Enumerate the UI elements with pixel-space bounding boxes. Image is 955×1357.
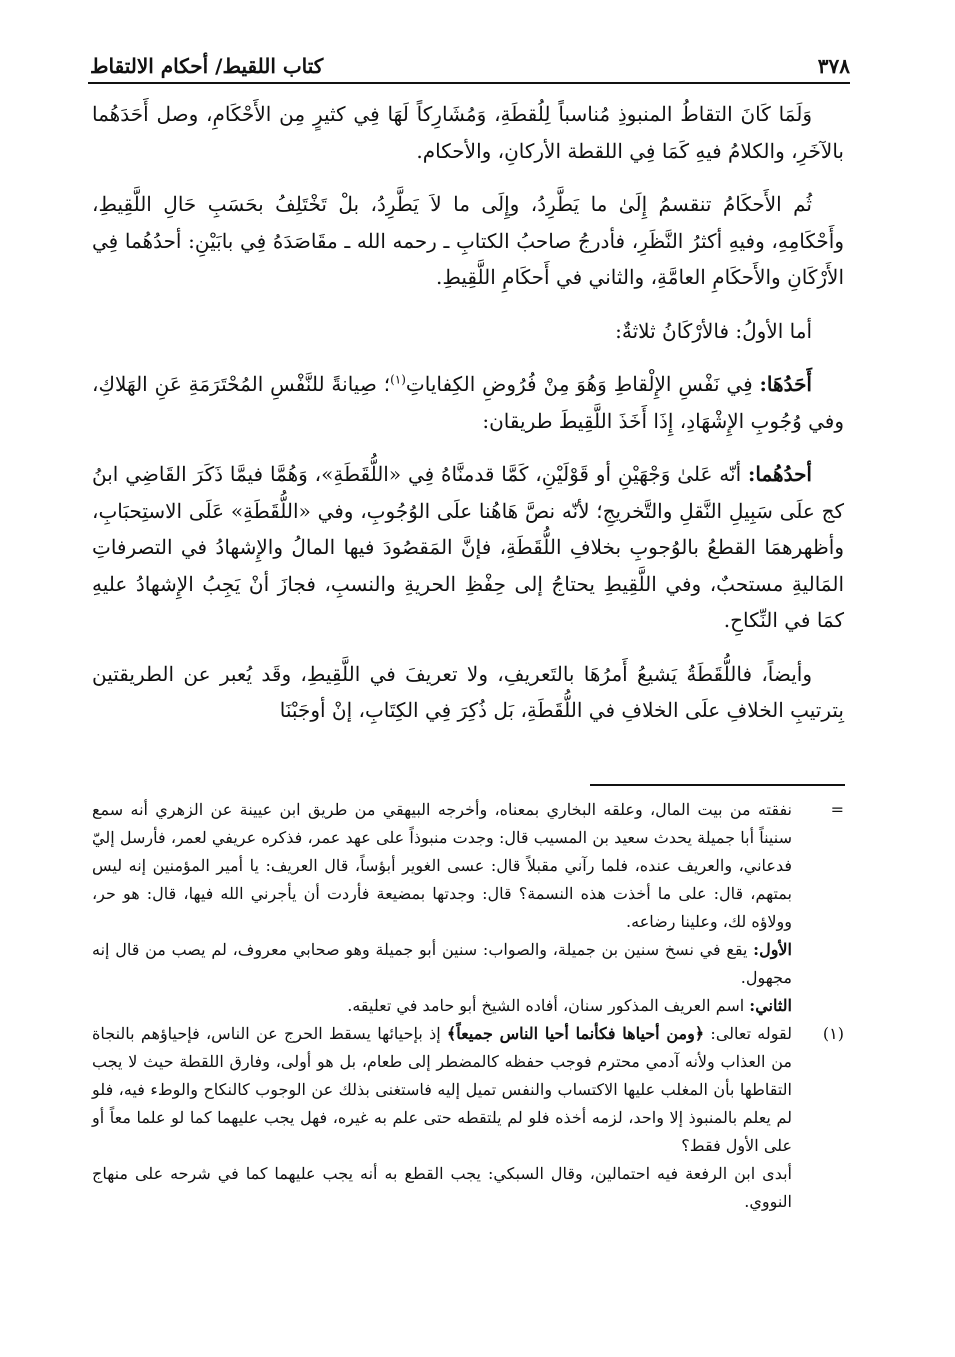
paragraph-4-lead: أَحَدُهَا: xyxy=(759,372,812,396)
running-title: كتاب اللقيط/ أحكام الالتقاط xyxy=(90,54,324,78)
paragraph-3: أما الأولُ: فالأرْكَانُ ثلاثةٌ: xyxy=(615,318,812,343)
paragraph-5-text: أنّه عَلىٰ وَجْهَيْنِ أو قَوْلَيْنِ، كَمَّا قدمنَّاهُ فِي «اللُّقَطَةِ»، وَهُمَّا فيمَّا ذَكَرَ القَاضِي ابنُ كج علَى سَبِيلِ النَّقلِ والتَّخريجِ؛ لأنّه نصَّ هَاهُنا علَى الوُجُوبِ، وفي «اللُّقَطَةِ» عَلَى الاستِحبَابِ، وأظهرهمَا القطعُ بالوُجوبِ بخلافِ اللُّقَطَةِ، فإنَّ المَقصُودَ فيها المالُ والإِشهادُ في التصرفاتِ المَاليةِ مستحبٌ، وفي اللَّقِيطِ يحتاجُ إلى حِفْظِ الحريةِ والنسبِ، فجازَ أنْ يَجِبُ الإِشهادُ عليهِ كمَا في النِّكاحِ. xyxy=(92,462,845,632)
paragraph-4-text-cont: ؛ صِيانةً للنَّفْسِ المُحْتَرَمَةِ عَنِ الهَلاكِ، وفي وُجُوبِ الإِشْهَادِ، إِذَا أَخَذَ اللَّقِيطَ طريقان: xyxy=(92,372,844,433)
footnote-continued xyxy=(92,796,844,1020)
footnote-ref-1[interactable]: (١) xyxy=(390,372,406,387)
footnote-note-first xyxy=(92,936,792,992)
paragraph-1: وَلَمَا كَانَ التقاطُ المنبوذِ مُناسباً لِلُقطَةِ، وَمُشَارِكاً لَهَا فِي كثيرٍ مِن الأَحْكَامِ، وصل أَحَدَهُما بالآخَرِ، والكلامُ فيهِ كَمَا فِي اللقطة الأركانِ، والأحكام. xyxy=(92,102,844,163)
footnote-1-body xyxy=(92,1020,792,1216)
footnote-cont-marker: = xyxy=(830,800,844,819)
paragraph-2: ثُم الأَحكَامُ تنقسمُ إِلَىٰ ما يَطَّرِدُ، وإِلَى ما لاَ يَطَّرِدُ، بلْ تَخْتَلِفُ بحَسَبِ حَالِ اللَّقِيطِ، وأَحْكَامِهِ، وفيهِ أكثرُ النَّظَرِ، فأدرجُ صاحبُ الكتابِ ـ رحمه الله ـ مقَاصَدَهُ فِي بابَيْنِ: أحدُهُما فِي الأَرْكَانِ والأَحكَامِ العامَّةِ، والثاني في أَحكَامِ اللَّقِيطِ. xyxy=(92,192,844,289)
paragraph-5-lead: أحدُهُما: xyxy=(747,462,812,486)
footnote-note-second xyxy=(92,992,792,1020)
footnote-1-main: إذ بإحيائها يسقط الحرج عن الناس، فإحياؤهم بالنجاة من العذاب ولأنه آدمي محترم فوجب حفظه كالمضطر إلى طعام، بل هو أولى، وفارق اللقطة حيث لا يجب التقاطها بأن المغلب عليها الاكتساب والنفس تميل إليه فاستغنى بذلك عن الوجوب كالنكاح والوطء فيه، فلو لم يعلم بالمنبوذ إلا واحد، لزمه أخذه فلو لم يلتقطه حتى علم به غيره، فهل يجب عليهما كما لو علما معاً أو على الأول فقط؟ xyxy=(92,1024,793,1155)
paragraph-5 xyxy=(92,456,844,639)
footnote-cont-body xyxy=(92,796,792,1020)
footnote-1-text xyxy=(92,1020,792,1160)
page-header xyxy=(90,34,850,78)
main-text xyxy=(92,96,844,746)
footnote-note-first-text: يقع في نسخ سنين بن جميلة، والصواب: سنين أبو جميلة وهو صحابي معروف، لم يصب من قال إنه مجهول. xyxy=(92,940,792,987)
footnote-note-second-text: اسم العريف المذكور سنان، أفاده الشيخ أبو حامد في تعليقه. xyxy=(347,996,750,1015)
footnote-note-second-label: الثاني: xyxy=(749,996,792,1015)
footnote-1-text-2: أبدى ابن الرفعة فيه احتمالين، وقال السبكي: يجب القطع به أنه يجب عليهما كما في شرحه على منهاج النووي. xyxy=(92,1164,792,1211)
footnote-1 xyxy=(92,1020,844,1216)
footnote-1-marker: (١) xyxy=(822,1024,844,1043)
footnote-cont-text: نفقته من بيت المال، وعلقه البخاري بمعناه، وأخرجه البيهقي من طريق ابن عيينة عن الزهري أنه سمع سنيناً أبا جميلة يحدث سعيد بن المسيب قال: وجدت منبوذاً على عهد عمر، فذكره عريفي لعمر، فأرسل إليّ فدعاني، والعريف عنده، فلما رآني مقبلاً قال: عسى الغوير أبؤساً، قال العريف: يا أمير المؤمنين إنه ليس بمتهم، قال: على ما أخذت هذه النسمة؟ قال: وجدتها بمضيعة فأردت أن يأجرني الله فيها، قال: هو حر، وولاؤه لك، وعلينا رضاعه. xyxy=(92,800,792,931)
footnote-note-first-label: الأول: xyxy=(753,940,792,959)
footnotes xyxy=(92,796,844,1216)
footnote-rule xyxy=(590,784,845,786)
paragraph-4-text: فِي نَفْسِ الإِلْقاطِ وَهُوَ مِنْ فُرُوضِ الكِفاياتِ xyxy=(405,372,760,396)
footnote-1-verse: ﴿ومن أحياها فكأنما أحيا الناس جميعاً﴾ xyxy=(446,1024,705,1043)
paragraph-4 xyxy=(92,366,844,439)
paragraph-6: وأيضاً، فاللُّقَطَةُ يَشيعُ أَمرُهَا بالتَعريفِ، ولا تعريفَ في اللَّقِيطِ، وقَد يُعبر عن الطريقتين بِترتيبِ الخلافِ علَى الخلافِ في اللُّقَطَةِ، بَل ذُكِرَ فِي الكِتَابِ، إنْ أوجَبْنَا xyxy=(92,661,844,722)
header-rule xyxy=(88,82,850,84)
footnote-1-intro: لقوله تعالى: xyxy=(704,1024,792,1043)
page-number: ٣٧٨ xyxy=(817,54,850,78)
